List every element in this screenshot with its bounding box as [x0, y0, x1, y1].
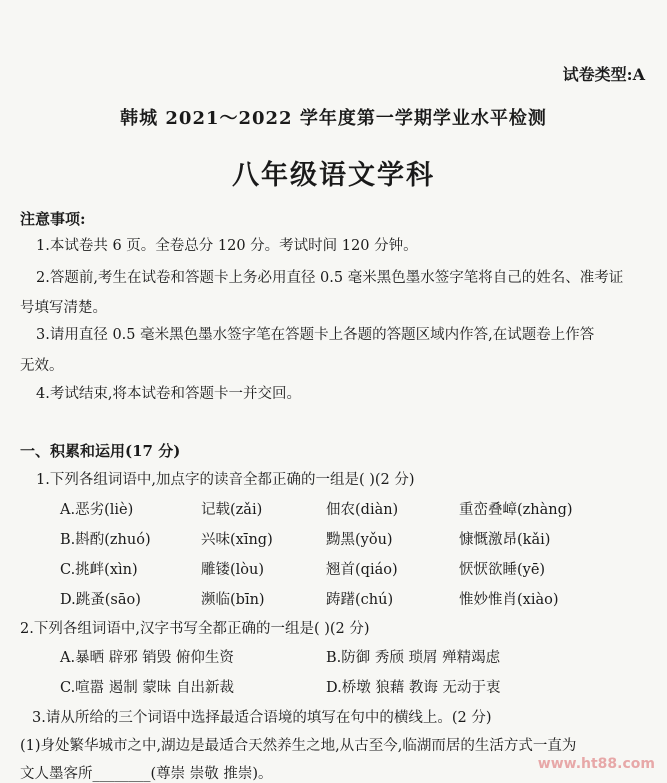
- note-item-1: 1.本试卷共 6 页。全卷总分 120 分。考试时间 120 分钟。: [36, 238, 418, 254]
- q1-option-d-4: 惟妙惟肖(xiào): [459, 592, 559, 608]
- q1-option-b-3: 黝黑(yǒu): [326, 532, 393, 548]
- q1-option-d-2: 濒临(bīn): [201, 592, 265, 608]
- question-3-stem: 3.请从所给的三个词语中选择最适合语境的填写在句中的横线上。(2 分): [32, 710, 492, 726]
- q1-option-d-1: D.跳蚤(sāo): [60, 592, 141, 608]
- q1-option-b-2: 兴味(xīng): [201, 532, 273, 548]
- note-item-3: 3.请用直径 0.5 毫米黑色墨水签字笔在答题卡上各题的答题区域内作答,在试题卷上作答: [36, 327, 595, 343]
- note-item-3-cont: 无效。: [20, 358, 64, 374]
- note-item-2-cont: 号填写清楚。: [20, 300, 107, 316]
- q1-option-a-2: 记载(zǎi): [201, 502, 263, 518]
- q2-option-d: D.桥墩 狼藉 教诲 无动于衷: [326, 680, 501, 696]
- q1-option-c-1: C.挑衅(xìn): [60, 562, 138, 578]
- q1-option-b-4: 慷慨激昂(kǎi): [459, 532, 551, 548]
- watermark-text: www.ht88.com: [537, 756, 655, 772]
- question-3-item-1: (1)身处繁华城市之中,湖边是最适合天然养生之地,从古至今,临湖而居的生活方式一直为: [20, 738, 577, 754]
- q2-option-b: B.防御 秀颀 琐屑 殚精竭虑: [326, 650, 501, 666]
- q1-option-a-1: A.恶劣(liè): [60, 502, 134, 518]
- q1-option-c-3: 翘首(qiáo): [326, 562, 398, 578]
- section-heading: 一、积累和运用(17 分): [20, 442, 181, 460]
- note-item-2: 2.答题前,考生在试卷和答题卡上务必用直径 0.5 毫米黑色墨水签字笔将自己的姓名、准考证: [36, 270, 624, 286]
- question-2-stem: 2.下列各组词语中,汉字书写全都正确的一组是( )(2 分): [20, 621, 370, 637]
- paper-type-label: 试卷类型:A: [562, 65, 645, 84]
- question-3-item-1-cont: 文人墨客所________(尊崇 崇敬 推崇)。: [20, 766, 273, 782]
- q1-option-c-4: 恹恹欲睡(yē): [459, 562, 546, 578]
- q2-option-a: A.暴晒 辟邪 销毁 俯仰生资: [60, 650, 234, 666]
- q1-option-a-3: 佃农(diàn): [326, 502, 399, 518]
- notes-heading: 注意事项:: [20, 210, 86, 228]
- exam-header-title: 韩城 2021～2022 学年度第一学期学业水平检测: [120, 108, 547, 129]
- subject-title: 八年级语文学科: [232, 160, 435, 191]
- note-item-4: 4.考试结束,将本试卷和答题卡一并交回。: [36, 386, 301, 402]
- q1-option-a-4: 重峦叠嶂(zhàng): [459, 502, 573, 518]
- q1-option-d-3: 踌躇(chú): [326, 592, 394, 608]
- q1-option-c-2: 雕镂(lòu): [201, 562, 265, 578]
- q2-option-c: C.喧嚣 遏制 蒙昧 自出新裁: [60, 680, 235, 696]
- q1-option-b-1: B.斟酌(zhuó): [60, 532, 151, 548]
- question-1-stem: 1.下列各组词语中,加点字的读音全都正确的一组是( )(2 分): [36, 472, 415, 488]
